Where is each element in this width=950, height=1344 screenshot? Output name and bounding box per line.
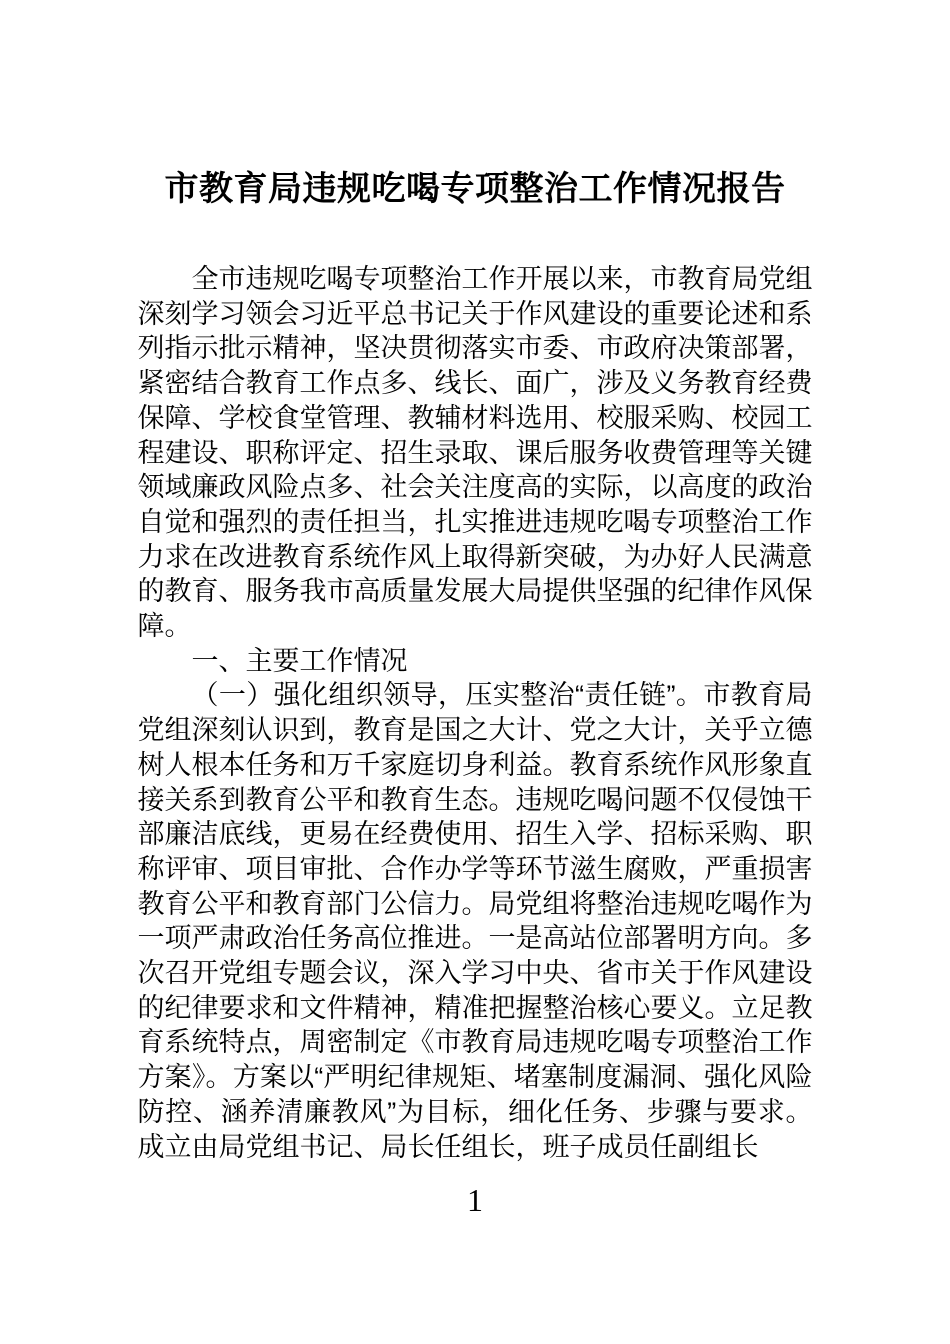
document-body — [138, 262, 813, 1164]
page-footer — [0, 1182, 950, 1218]
paragraph-section-one: （一）强化组织领导，压实整治“责任链”。市教育局党组深刻认识到，教育是国之大计、党之大计，关乎立德树人根本任务和万千家庭切身利益。教育系统作风形象直接关系到教育公平和教育生态。违规吃喝问题不仅侵蚀干部廉洁底线，更易在经费使用、招生入学、招标采购、职称评审、项目审批、合作办学等环节滋生腐败，严重损害教育公平和教育部门公信力。局党组将整治违规吃喝作为一项严肃政治任务高位推进。一是高站位部署明方向。多次召开党组专题会议，深入学习中央、省市关于作风建设的纪律要求和文件精神，精准把握整治核心要义。立足教育系统特点，周密制定《市教育局违规吃喝专项整治工作方案》。方案以“严明纪律规矩、堵塞制度漏洞、强化风险防控、涵养清廉教风”为目标，细化任务、步骤与要求。成立由局党组书记、局长任组长，班子成员任副组长 — [137, 680, 813, 1162]
paragraph-intro: 全市违规吃喝专项整治工作开展以来，市教育局党组深刻学习领会习近平总书记关于作风建设的重要论述和系列指示批示精神，坚决贯彻落实市委、市政府决策部署，紧密结合教育工作点多、线长、面广，涉及义务教育经费保障、学校食堂管理、教辅材料选用、校服采购、校园工程建设、职称评定、招生录取、课后服务收费管理等关键领域廉政风险点多、社会关注度高的实际，以高度的政治自觉和强烈的责任担当，扎实推进违规吃喝专项整治工作力求在改进教育系统作风上取得新突破，为办好人民满意的教育、服务我市高质量发展大局提供坚强的纪律作风保障。 — [137, 264, 813, 642]
page-number: 1 — [467, 1182, 483, 1219]
document-title: 市教育局违规吃喝专项整治工作情况报告 — [164, 170, 786, 208]
section-heading-main-work: 一、主要工作情况 — [191, 645, 408, 676]
